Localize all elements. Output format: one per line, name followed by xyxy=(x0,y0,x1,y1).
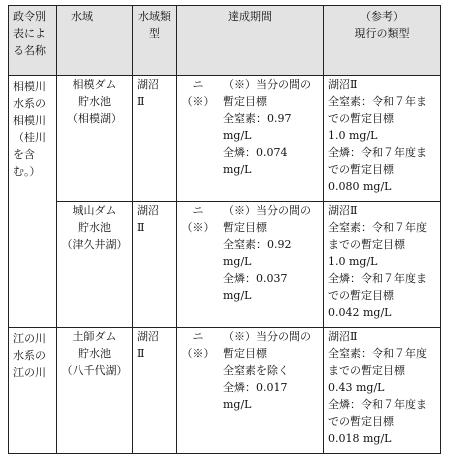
period-text-line: （※）当分の間の xyxy=(223,330,311,343)
period-code-line: ニ xyxy=(192,330,204,343)
water-area-line: 貯水池 xyxy=(78,221,111,234)
reference-line: 全窒素：令和７年度 xyxy=(328,221,427,234)
reference-line: 0.43 mg/L xyxy=(328,381,385,394)
reference-line: 全窒素：令和７年ま xyxy=(328,95,427,108)
reference-cell xyxy=(324,202,441,328)
period-code-cell xyxy=(177,76,220,202)
reference-line: 湖沼Ⅱ xyxy=(328,330,358,343)
period-text-cell xyxy=(219,202,324,328)
water-quality-table xyxy=(8,5,441,454)
water-area-cell xyxy=(57,76,133,202)
reference-cell xyxy=(324,328,441,454)
period-text-line: 全燐：0.017 mg/L xyxy=(223,381,288,411)
period-text-line: 全窒素：0.97 mg/L xyxy=(223,112,292,142)
reference-line: での暫定目標 xyxy=(328,415,394,428)
water-type-cell xyxy=(133,202,177,328)
period-code-cell xyxy=(177,202,220,328)
type-line: Ⅱ xyxy=(137,347,145,360)
type-line: 湖沼 xyxy=(137,330,159,343)
water-area-line: 貯水池 xyxy=(78,347,111,360)
table-row xyxy=(9,202,441,328)
reference-line: 1.0 mg/L xyxy=(328,255,378,268)
header-achievement-period: 達成期間 xyxy=(177,6,324,76)
reference-line: での暫定目標 xyxy=(328,289,394,302)
period-code-line: ニ xyxy=(192,204,204,217)
period-code-line: （※） xyxy=(181,95,215,108)
period-text-line: 全燐：0.074 mg/L xyxy=(223,146,288,176)
table-row xyxy=(9,76,441,202)
header-row xyxy=(9,6,441,76)
header-water-area: 水域 xyxy=(57,6,133,76)
reference-line: 0.080 mg/L xyxy=(328,180,392,193)
period-text-cell xyxy=(219,328,324,454)
reference-line: 湖沼Ⅱ xyxy=(328,204,358,217)
water-area-line: （八千代湖） xyxy=(61,364,128,377)
water-area-line: 城山ダム xyxy=(72,204,117,217)
reference-line: 全燐：令和７年度ま xyxy=(328,146,427,159)
reference-line: 湖沼Ⅱ xyxy=(328,78,358,91)
reference-line: での暫定目標 xyxy=(328,163,394,176)
period-text-line: 暫定目標 xyxy=(223,221,267,234)
reference-line: 全窒素：令和７年度 xyxy=(328,347,427,360)
water-area-line: （相模湖） xyxy=(67,112,122,125)
reference-line: までの暫定目標 xyxy=(328,238,405,251)
table-row xyxy=(9,328,441,454)
water-area-line: 貯水池 xyxy=(78,95,111,108)
water-type-cell xyxy=(133,76,177,202)
water-area-line: （津久井湖） xyxy=(61,238,128,251)
reference-line: 0.018 mg/L xyxy=(328,432,392,445)
reference-line: での暫定目標 xyxy=(328,112,394,125)
header-reference-line1: （参考） xyxy=(360,10,404,23)
reference-line: 全燐：令和７年度ま xyxy=(328,272,427,285)
type-line: Ⅱ xyxy=(137,221,145,234)
water-area-cell xyxy=(57,202,133,328)
period-code-cell xyxy=(177,328,220,454)
water-area-line: 相模ダム xyxy=(72,78,117,91)
header-ordinance-name: 政令別表による名称 xyxy=(9,6,57,76)
period-code-line: （※） xyxy=(181,347,215,360)
period-text-cell xyxy=(219,76,324,202)
period-text-line: 全窒素：0.92 mg/L xyxy=(223,238,292,268)
period-text-line: 暫定目標 xyxy=(223,95,267,108)
period-code-line: （※） xyxy=(181,221,215,234)
reference-line: 1.0 mg/L xyxy=(328,129,378,142)
ordinance-name-cell: 相模川水系の相模川（桂川を含む。） xyxy=(9,76,57,328)
type-line: Ⅱ xyxy=(137,95,145,108)
water-area-line: 土師ダム xyxy=(72,330,117,343)
type-line: 湖沼 xyxy=(137,204,159,217)
period-text-line: 全燐：0.037 mg/L xyxy=(223,272,288,302)
period-text-line: 全窒素を除く xyxy=(223,364,289,377)
water-type-cell xyxy=(133,328,177,454)
reference-line: 全燐：令和７年度ま xyxy=(328,398,427,411)
reference-cell xyxy=(324,76,441,202)
ordinance-name-cell: 江の川水系の江の川 xyxy=(9,328,57,454)
period-code-line: ニ xyxy=(192,78,204,91)
water-area-cell xyxy=(57,328,133,454)
period-text-line: （※）当分の間の xyxy=(223,78,311,91)
header-reference-line2: 現行の類型 xyxy=(354,27,410,40)
type-line: 湖沼 xyxy=(137,78,159,91)
reference-line: までの暫定目標 xyxy=(328,364,405,377)
period-text-line: （※）当分の間の xyxy=(223,204,311,217)
reference-line: 0.042 mg/L xyxy=(328,306,392,319)
period-text-line: 暫定目標 xyxy=(223,347,267,360)
header-water-type: 水域類型 xyxy=(133,6,177,76)
header-reference xyxy=(324,6,441,76)
